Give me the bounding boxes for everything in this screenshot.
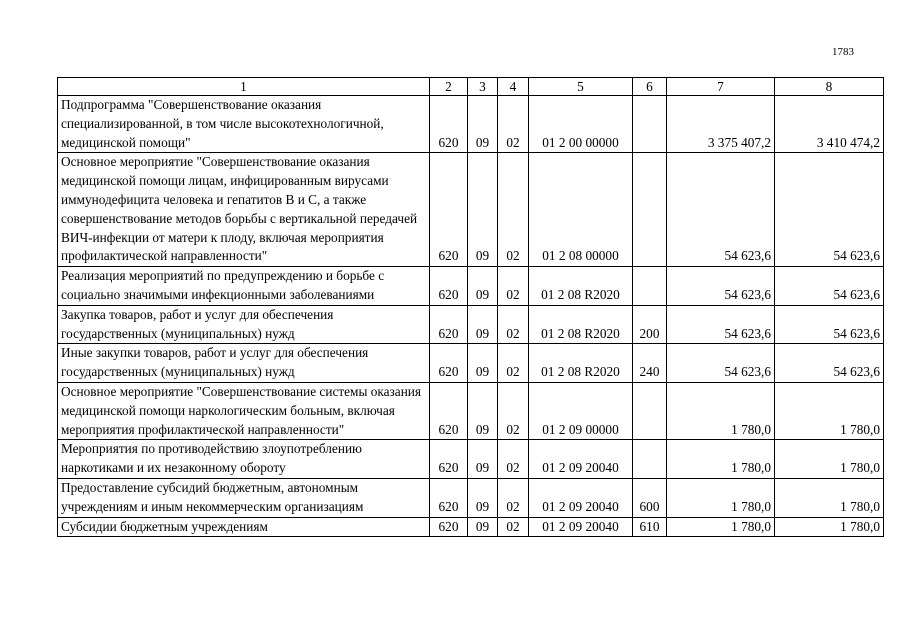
ministry-code-cell: 620 bbox=[430, 96, 468, 153]
table-row bbox=[58, 344, 884, 383]
ministry-code-cell: 620 bbox=[430, 153, 468, 267]
expense-type-cell bbox=[633, 382, 667, 439]
column-header: 3 bbox=[468, 78, 498, 96]
column-header: 2 bbox=[430, 78, 468, 96]
amount-year1-cell: 1 780,0 bbox=[667, 478, 775, 517]
section-code-cell: 09 bbox=[468, 344, 498, 383]
subsection-code-cell: 02 bbox=[498, 440, 529, 479]
amount-year2-cell: 54 623,6 bbox=[775, 305, 884, 344]
table-row bbox=[58, 305, 884, 344]
target-article-cell: 01 2 00 00000 bbox=[529, 96, 633, 153]
target-article-cell: 01 2 09 20040 bbox=[529, 478, 633, 517]
expense-type-cell: 240 bbox=[633, 344, 667, 383]
subsection-code-cell: 02 bbox=[498, 478, 529, 517]
amount-year1-cell: 54 623,6 bbox=[667, 267, 775, 306]
row-name-cell: Иные закупки товаров, работ и услуг для обеспечения государственных (муниципальных) нужд bbox=[58, 344, 430, 383]
column-header: 5 bbox=[529, 78, 633, 96]
amount-year1-cell: 3 375 407,2 bbox=[667, 96, 775, 153]
table-row bbox=[58, 478, 884, 517]
row-name-cell: Основное мероприятие "Совершенствование оказания медицинской помощи лицам, инфицированным вирусами иммунодефицита человека и гепатитов В и С, а также совершенствование методов борьбы с вертикальной передачей ВИЧ-инфекции от матери к плоду, включая мероприятия профилактической направленности" bbox=[58, 153, 430, 267]
section-code-cell: 09 bbox=[468, 153, 498, 267]
amount-year2-cell: 1 780,0 bbox=[775, 382, 884, 439]
ministry-code-cell: 620 bbox=[430, 344, 468, 383]
column-header: 4 bbox=[498, 78, 529, 96]
table-row bbox=[58, 517, 884, 537]
expense-type-cell: 610 bbox=[633, 517, 667, 537]
section-code-cell: 09 bbox=[468, 382, 498, 439]
table-row bbox=[58, 153, 884, 267]
amount-year2-cell: 1 780,0 bbox=[775, 517, 884, 537]
column-header: 6 bbox=[633, 78, 667, 96]
column-header: 8 bbox=[775, 78, 884, 96]
ministry-code-cell: 620 bbox=[430, 382, 468, 439]
budget-table bbox=[57, 77, 884, 537]
row-name-cell: Подпрограмма "Совершенствование оказания специализированной, в том числе высокотехнологичной, медицинской помощи" bbox=[58, 96, 430, 153]
section-code-cell: 09 bbox=[468, 517, 498, 537]
amount-year1-cell: 1 780,0 bbox=[667, 382, 775, 439]
amount-year2-cell: 1 780,0 bbox=[775, 478, 884, 517]
section-code-cell: 09 bbox=[468, 267, 498, 306]
table-row bbox=[58, 382, 884, 439]
expense-type-cell bbox=[633, 440, 667, 479]
target-article-cell: 01 2 08 R2020 bbox=[529, 344, 633, 383]
subsection-code-cell: 02 bbox=[498, 153, 529, 267]
target-article-cell: 01 2 08 R2020 bbox=[529, 305, 633, 344]
target-article-cell: 01 2 08 00000 bbox=[529, 153, 633, 267]
expense-type-cell: 200 bbox=[633, 305, 667, 344]
row-name-cell: Мероприятия по противодействию злоупотреблению наркотиками и их незаконному обороту bbox=[58, 440, 430, 479]
section-code-cell: 09 bbox=[468, 305, 498, 344]
table-row bbox=[58, 96, 884, 153]
amount-year1-cell: 54 623,6 bbox=[667, 305, 775, 344]
target-article-cell: 01 2 09 20040 bbox=[529, 517, 633, 537]
header-row bbox=[58, 78, 884, 96]
row-name-cell: Субсидии бюджетным учреждениям bbox=[58, 517, 430, 537]
ministry-code-cell: 620 bbox=[430, 478, 468, 517]
ministry-code-cell: 620 bbox=[430, 517, 468, 537]
row-name-cell: Реализация мероприятий по предупреждению и борьбе с социально значимыми инфекционными заболеваниями bbox=[58, 267, 430, 306]
amount-year1-cell: 54 623,6 bbox=[667, 344, 775, 383]
subsection-code-cell: 02 bbox=[498, 267, 529, 306]
expense-type-cell bbox=[633, 96, 667, 153]
subsection-code-cell: 02 bbox=[498, 96, 529, 153]
amount-year2-cell: 3 410 474,2 bbox=[775, 96, 884, 153]
page-number: 1783 bbox=[832, 46, 854, 58]
expense-type-cell: 600 bbox=[633, 478, 667, 517]
column-header: 1 bbox=[58, 78, 430, 96]
amount-year2-cell: 54 623,6 bbox=[775, 267, 884, 306]
row-name-cell: Основное мероприятие "Совершенствование системы оказания медицинской помощи наркологическим больным, включая мероприятия профилактической направленности" bbox=[58, 382, 430, 439]
target-article-cell: 01 2 08 R2020 bbox=[529, 267, 633, 306]
section-code-cell: 09 bbox=[468, 96, 498, 153]
expense-type-cell bbox=[633, 267, 667, 306]
section-code-cell: 09 bbox=[468, 478, 498, 517]
amount-year1-cell: 54 623,6 bbox=[667, 153, 775, 267]
subsection-code-cell: 02 bbox=[498, 382, 529, 439]
subsection-code-cell: 02 bbox=[498, 517, 529, 537]
subsection-code-cell: 02 bbox=[498, 305, 529, 344]
section-code-cell: 09 bbox=[468, 440, 498, 479]
amount-year2-cell: 54 623,6 bbox=[775, 153, 884, 267]
target-article-cell: 01 2 09 00000 bbox=[529, 382, 633, 439]
ministry-code-cell: 620 bbox=[430, 267, 468, 306]
amount-year2-cell: 1 780,0 bbox=[775, 440, 884, 479]
row-name-cell: Предоставление субсидий бюджетным, автономным учреждениям и иным некоммерческим организациям bbox=[58, 478, 430, 517]
column-header: 7 bbox=[667, 78, 775, 96]
subsection-code-cell: 02 bbox=[498, 344, 529, 383]
amount-year2-cell: 54 623,6 bbox=[775, 344, 884, 383]
expense-type-cell bbox=[633, 153, 667, 267]
ministry-code-cell: 620 bbox=[430, 440, 468, 479]
table-row bbox=[58, 440, 884, 479]
amount-year1-cell: 1 780,0 bbox=[667, 517, 775, 537]
table-row bbox=[58, 267, 884, 306]
target-article-cell: 01 2 09 20040 bbox=[529, 440, 633, 479]
row-name-cell: Закупка товаров, работ и услуг для обеспечения государственных (муниципальных) нужд bbox=[58, 305, 430, 344]
ministry-code-cell: 620 bbox=[430, 305, 468, 344]
amount-year1-cell: 1 780,0 bbox=[667, 440, 775, 479]
